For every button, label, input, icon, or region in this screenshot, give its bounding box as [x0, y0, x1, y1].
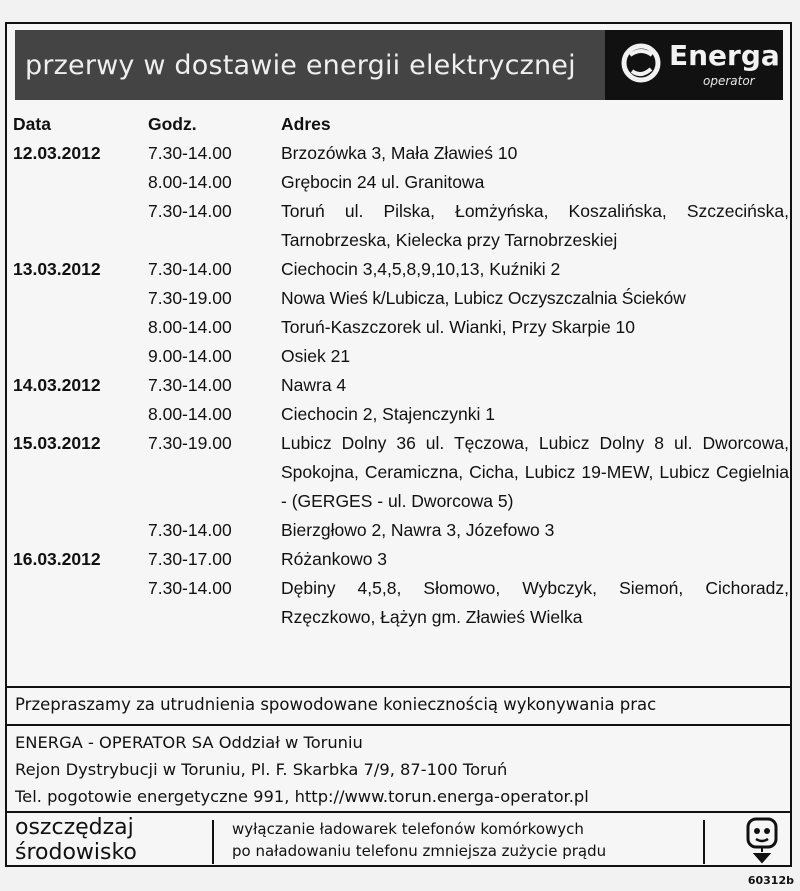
- row-date: [13, 284, 141, 313]
- row-date: [13, 313, 141, 342]
- eco-slogan-line1: oszczędzaj: [15, 815, 134, 840]
- row-address: Grębocin 24 ul. Granitowa: [281, 172, 485, 192]
- row-time: 7.30-17.00: [148, 549, 232, 569]
- notice-title: przerwy w dostawie energii elektrycznej: [25, 50, 576, 81]
- row-address: Toruń ul. Pilska, Łomżyńska, Koszalińska, Szczecińska, Tarnobrzeska, Kielecka przy Tarnobrzeskiej: [281, 201, 789, 250]
- table-row: [13, 313, 789, 342]
- row-address: Nawra 4: [281, 375, 347, 395]
- energa-logo: [605, 30, 783, 100]
- row-date: [13, 516, 141, 545]
- row-date: 12.03.2012: [13, 143, 101, 163]
- row-date: [13, 342, 141, 371]
- outage-notice: [5, 22, 792, 867]
- row-time: 8.00-14.00: [148, 172, 232, 192]
- row-time: 7.30-19.00: [148, 433, 232, 453]
- table-row: [13, 255, 789, 284]
- table-row: [13, 371, 789, 400]
- notice-header: [15, 30, 783, 100]
- row-time: 7.30-14.00: [148, 578, 232, 598]
- row-date: [13, 400, 141, 429]
- row-address: Dębiny 4,5,8, Słomowo, Wybczyk, Siemoń, Cichoradz, Rzęczkowo, Łążyn gm. Zławieś Wielka: [281, 578, 789, 627]
- column-header-address: Adres: [281, 114, 331, 134]
- divider: [7, 724, 790, 726]
- eco-tip: [232, 818, 606, 862]
- outage-table: [13, 110, 789, 632]
- energa-logo-icon: [621, 43, 661, 83]
- footer-divider: [212, 820, 214, 864]
- row-date: 15.03.2012: [13, 433, 101, 453]
- divider: [7, 811, 790, 813]
- footer-divider: [703, 820, 705, 864]
- row-time: 7.30-14.00: [148, 259, 232, 279]
- column-header-date: Data: [13, 114, 51, 134]
- table-row: [13, 574, 789, 632]
- table-row: [13, 516, 789, 545]
- row-time: 7.30-14.00: [148, 143, 232, 163]
- row-date: [13, 574, 141, 603]
- table-row: [13, 545, 789, 574]
- row-time: 7.30-14.00: [148, 520, 232, 540]
- row-date: [13, 197, 141, 226]
- logo-name: Energa: [669, 39, 780, 72]
- row-time: 7.30-14.00: [148, 201, 232, 221]
- table-row: [13, 400, 789, 429]
- table-row: [13, 197, 789, 255]
- table-row: [13, 284, 789, 313]
- row-time: 8.00-14.00: [148, 404, 232, 424]
- row-address: Bierzgłowo 2, Nawra 3, Józefowo 3: [281, 520, 555, 540]
- company-contact: Tel. pogotowie energetyczne 991, http://www.torun.energa-operator.pl: [15, 787, 589, 806]
- row-date: 13.03.2012: [13, 259, 101, 279]
- company-info: [15, 729, 785, 810]
- table-row: [13, 429, 789, 516]
- eco-plug-icon: [745, 816, 779, 864]
- ad-code: 60312b: [747, 874, 794, 887]
- company-name: ENERGA - OPERATOR SA Oddział w Toruniu: [15, 733, 363, 752]
- row-date: [13, 168, 141, 197]
- row-address: Brzozówka 3, Mała Zławieś 10: [281, 143, 518, 163]
- row-address: Nowa Wieś k/Lubicza, Lubicz Oczyszczalnia Ścieków: [281, 288, 686, 308]
- logo-subtitle: operator: [703, 74, 755, 88]
- row-time: 7.30-14.00: [148, 375, 232, 395]
- divider: [7, 686, 790, 688]
- row-address: Osiek 21: [281, 346, 351, 366]
- table-row: [13, 342, 789, 371]
- row-address: Lubicz Dolny 36 ul. Tęczowa, Lubicz Dolny 8 ul. Dworcowa, Spokojna, Ceramiczna, Cicha, Lubicz 19-MEW, Lubicz Cegielnia - (GERGES - ul. Dworcowa 5): [281, 433, 789, 511]
- eco-tip-line2: po naładowaniu telefonu zmniejsza zużycie prądu: [232, 842, 607, 860]
- row-address: Ciechocin 3,4,5,8,9,10,13, Kuźniki 2: [281, 259, 561, 279]
- eco-tip-line1: wyłączanie ładowarek telefonów komórkowych: [232, 820, 584, 838]
- row-date: 14.03.2012: [13, 375, 101, 395]
- row-time: 8.00-14.00: [148, 317, 232, 337]
- column-header-time: Godz.: [148, 114, 197, 134]
- row-address: Różankowo 3: [281, 549, 388, 569]
- row-address: Ciechocin 2, Stajenczynki 1: [281, 404, 495, 424]
- row-time: 7.30-19.00: [148, 288, 232, 308]
- eco-slogan-line2: środowisko: [15, 840, 137, 865]
- table-row: [13, 168, 789, 197]
- row-time: 9.00-14.00: [148, 346, 232, 366]
- table-header: [13, 110, 789, 139]
- row-date: 16.03.2012: [13, 549, 101, 569]
- company-address: Rejon Dystrybucji w Toruniu, Pl. F. Skarbka 7/9, 87-100 Toruń: [15, 760, 508, 779]
- apology-text: Przepraszamy za utrudnienia spowodowane koniecznością wykonywania prac: [15, 695, 657, 714]
- eco-slogan: [15, 815, 137, 865]
- table-row: [13, 139, 789, 168]
- row-address: Toruń-Kaszczorek ul. Wianki, Przy Skarpie 10: [281, 317, 636, 337]
